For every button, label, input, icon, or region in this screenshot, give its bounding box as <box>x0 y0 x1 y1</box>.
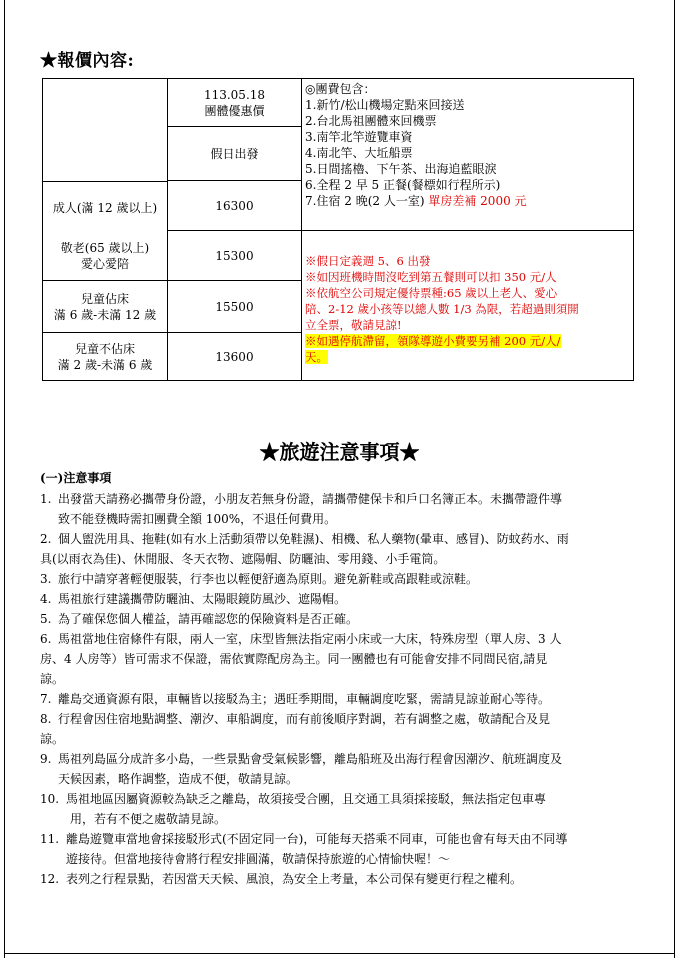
item-number: 9. <box>40 752 52 766</box>
row-label-line: 滿 2 歲-未滿 6 歲 <box>57 357 153 372</box>
list-item <box>40 589 640 609</box>
single-room-note: 單房差補 2000 元 <box>428 194 527 208</box>
item-number: 1. <box>40 492 52 506</box>
note-line: ※假日定義週 5、6 出發 <box>305 254 431 268</box>
notice-section-title: ★旅遊注意事項★ <box>259 440 420 464</box>
includes-item: 5.日間搖櫓、下午茶、出海追藍眼淚 <box>305 162 497 176</box>
item-line: 為了確保您個人權益，請再確認您的保險資料是否正確。 <box>58 612 359 626</box>
item-line: 具(以雨衣為佳)、休閒服、冬天衣物、遮陽帽、防曬油、零用錢、小手電筒。 <box>40 552 446 566</box>
item-line: 馬祖地區因屬資源較為缺乏之離島，故須接受合團，且交通工具須採接駁，無法指定包車專 <box>66 792 547 806</box>
page-border-bottom <box>4 953 675 954</box>
item-line: 諒。 <box>40 672 65 686</box>
list-item <box>40 529 640 569</box>
item-line: 個人盥洗用具、拖鞋(如有水上活動須帶以免鞋濕)、相機、私人藥物(暈車、感冒)、防蚊药水、雨 <box>58 532 569 546</box>
item-number: 8. <box>40 712 52 726</box>
row-label-senior <box>43 231 168 281</box>
item-line: 馬祖當地住宿條件有限，兩人一室，床型皆無法指定兩小床或一大床，特殊房型（單人房、3 人 <box>58 632 562 646</box>
list-item <box>40 629 640 689</box>
item-line: 諒。 <box>40 732 65 746</box>
item-line: 離島遊覽車當地會採接駁形式(不固定同一台)，可能每天搭乘不同車，可能也會有每天由不同導 <box>66 832 568 846</box>
list-item <box>40 689 640 709</box>
price-child-bed: 15500 <box>215 299 254 314</box>
item-number: 2. <box>40 532 52 546</box>
item-line: 天候因素，略作調整，造成不便，敬請見諒。 <box>58 772 299 786</box>
includes-item: 6.全程 2 早 5 正餐(餐標如行程所示) <box>305 178 501 192</box>
note-line: ※如因班機時間沒吃到第五餐則可以扣 350 元/人 <box>305 270 557 284</box>
includes-cell <box>302 79 634 231</box>
item-line: 用，若有不便之處敬請見諒。 <box>70 812 227 826</box>
row-label-line: 兒童佔床 <box>80 291 129 306</box>
note-line: ※依航空公司規定優待票種:65 歲以上老人、愛心 <box>305 286 558 300</box>
list-item <box>40 789 640 829</box>
item-line: 出發當天請務必攜帶身份證，小朋友若無身份證，請攜帶健保卡和戶口名簿正本。未攜帶證件導 <box>58 492 563 506</box>
includes-item: 1.新竹/松山機場定點來回接送 <box>305 98 465 112</box>
includes-title: ◎團費包含： <box>305 82 376 96</box>
includes-item: 4.南北竿、大坵船票 <box>305 146 413 160</box>
list-item <box>40 829 640 869</box>
list-item <box>40 709 640 749</box>
price-cell-senior <box>168 231 302 281</box>
row-label-line: 滿 6 歲-未滿 12 歲 <box>53 307 157 322</box>
includes-item: 3.南竿北竿遊覽車資 <box>305 130 413 144</box>
page-border-left <box>4 0 5 958</box>
notice-list <box>40 489 640 889</box>
row-label-line: 敬老(65 歲以上) <box>60 240 150 255</box>
price-adult: 16300 <box>215 198 254 213</box>
departure-header-cell <box>168 127 302 181</box>
row-label-line: 愛心愛陪 <box>80 256 129 271</box>
row-label-adult <box>43 181 167 232</box>
date-header-cell <box>168 79 302 127</box>
row-label-child-nobed <box>43 333 168 381</box>
item-line: 馬祖旅行建議攜帶防曬油、太陽眼鏡防風沙、遮陽帽。 <box>58 592 347 606</box>
item-number: 3. <box>40 572 52 586</box>
item-line: 馬祖列島區分成許多小島，一些景點會受氣候影響，離島船班及出海行程會因潮汐、航班調度及 <box>58 752 563 766</box>
note-line: 陪、2-12 歲小孩等以總人數 1/3 為限，若超過則須開 <box>305 302 579 316</box>
price-senior: 15300 <box>215 248 254 263</box>
includes-item: 2.台北馬祖團體來回機票 <box>305 114 437 128</box>
item-line: 表列之行程景點，若因當天天候、風浪，為安全上考量，本公司保有變更行程之權利。 <box>66 872 523 886</box>
item-number: 11. <box>40 832 60 846</box>
includes-item: 7.住宿 2 晚(2 人一室) <box>305 194 425 208</box>
item-line: 遊接待。但當地接待會將行程安排圓滿，敬請保持旅遊的心情愉快喔！～ <box>66 852 451 866</box>
list-item <box>40 489 640 529</box>
list-item <box>40 609 640 629</box>
row-label-child-bed <box>43 281 168 333</box>
includes-item-with-note <box>305 193 631 209</box>
highlight-note-line: ※如遇停航滯留，領隊導遊小費要另補 200 元/人/ <box>305 334 561 348</box>
item-line: 離島交通資源有限，車輛皆以接駁為主；遇旺季期間，車輛調度吃緊，需請見諒並耐心等待。 <box>58 692 551 706</box>
item-line: 行程會因住宿地點調整、潮汐、車船調度，而有前後順序對調，若有調整之處，敬請配合及見 <box>58 712 551 726</box>
item-line: 致不能登機時需扣團費全額 100%，不退任何費用。 <box>58 512 337 526</box>
price-cell-child-bed <box>168 281 302 333</box>
item-number: 10. <box>40 792 60 806</box>
notice-heading: (一)注意事項 <box>40 471 112 485</box>
item-line: 旅行中請穿著輕便服裝，行李也以輕便舒適為原則。避免新鞋或高跟鞋或涼鞋。 <box>58 572 479 586</box>
quote-section-title: ★報價內容: <box>40 51 135 71</box>
item-number: 6. <box>40 632 52 646</box>
highlight-note-line: 天。 <box>305 350 328 364</box>
item-line: 房、4 人房等）皆可需求不保證，需依實際配房為主。同一團體也有可能會安排不同間民宿,請見 <box>40 652 548 666</box>
item-number: 12. <box>40 872 60 886</box>
list-item <box>40 869 640 889</box>
item-number: 4. <box>40 592 52 606</box>
item-number: 5. <box>40 612 52 626</box>
departure-header: 假日出發 <box>210 146 259 161</box>
page-border-right <box>674 0 675 958</box>
notes-cell <box>302 231 634 381</box>
item-number: 7. <box>40 692 52 706</box>
price-cell-adult <box>168 181 302 231</box>
price-child-nobed: 13600 <box>215 349 254 364</box>
price-cell-child-nobed <box>168 333 302 381</box>
list-item <box>40 569 640 589</box>
date-header: 113.05.18 <box>203 87 266 102</box>
row-label-line: 兒童不佔床 <box>74 341 135 356</box>
note-line: 立全票，敬請見諒! <box>305 318 402 332</box>
list-item <box>40 749 640 789</box>
row-label-line: 成人(滿 12 歲以上) <box>52 200 158 215</box>
group-price-header: 團體優惠價 <box>204 103 265 118</box>
